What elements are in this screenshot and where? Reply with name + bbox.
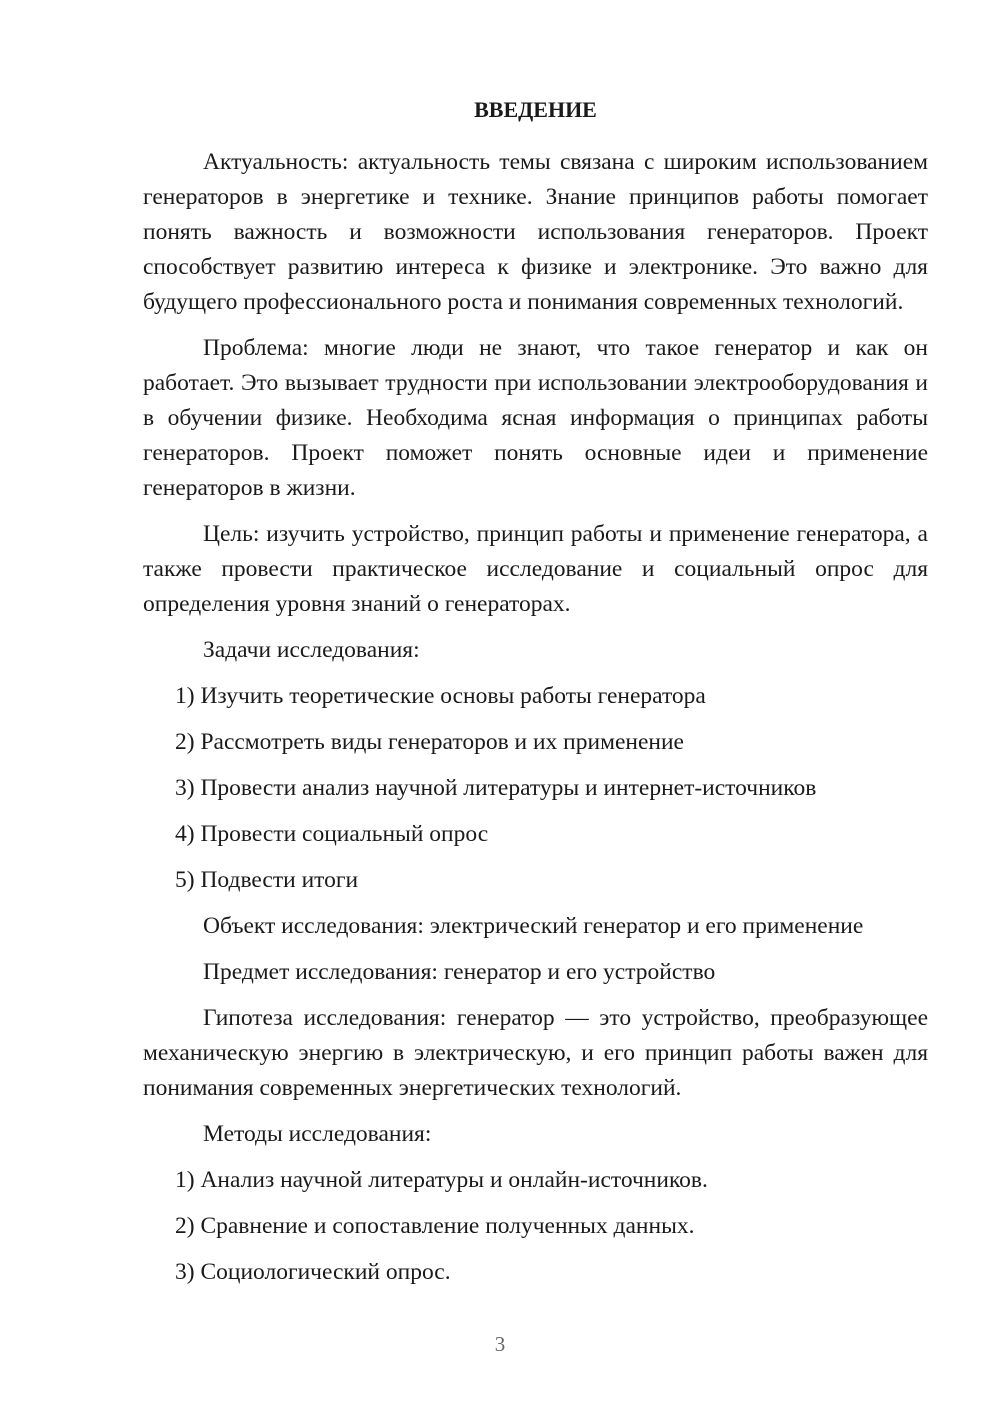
methods-heading: Методы исследования: [203, 1121, 432, 1147]
hypothesis-paragraph: Гипотеза исследования: генератор — это устройство, преобразующее механическую энергию в электрическую, и его принцип работы важен для понимания современных энергетических технологий. [143, 1005, 928, 1101]
goal-paragraph: Цель: изучить устройство, принцип работы и применение генератора, а также провести практическое исследование и социальный опрос для определения уровня знаний о генераторах. [143, 521, 928, 617]
tasks-list-item: 4) Провести социальный опрос [175, 821, 489, 847]
methods-list-item: 2) Сравнение и сопоставление полученных данных. [175, 1213, 695, 1239]
tasks-heading: Задачи исследования: [203, 637, 420, 663]
research-object: Объект исследования: электрический генератор и его применение [203, 913, 864, 939]
tasks-list-item: 2) Рассмотреть виды генераторов и их применение [175, 729, 684, 755]
methods-list-item: 3) Социологический опрос. [175, 1259, 451, 1285]
tasks-list-item: 5) Подвести итоги [175, 867, 359, 893]
tasks-list-item: 3) Провести анализ научной литературы и интернет-источников [175, 775, 817, 801]
relevance-paragraph: Актуальность: актуальность темы связана с широким использованием генераторов в энергетике и технике. Знание принципов работы помогает понять важность и возможности использования генераторов. Проект способствует развитию интереса к физике и электронике. Это важно для будущего профессионального роста и понимания современных технологий. [143, 149, 928, 315]
tasks-list-item: 1) Изучить теоретические основы работы генератора [175, 683, 706, 709]
page-title: ВВЕДЕНИЕ [474, 97, 597, 122]
research-subject: Предмет исследования: генератор и его устройство [203, 959, 716, 985]
problem-paragraph: Проблема: многие люди не знают, что такое генератор и как он работает. Это вызывает трудности при использовании электрооборудования и в обучении физике. Необходима ясная информация о принципах работы генераторов. Проект поможет понять основные идеи и применение генераторов в жизни. [143, 335, 928, 501]
document-page [143, 92, 928, 1301]
page-number: 3 [494, 1332, 506, 1356]
methods-list-item: 1) Анализ научной литературы и онлайн-источников. [175, 1167, 708, 1193]
